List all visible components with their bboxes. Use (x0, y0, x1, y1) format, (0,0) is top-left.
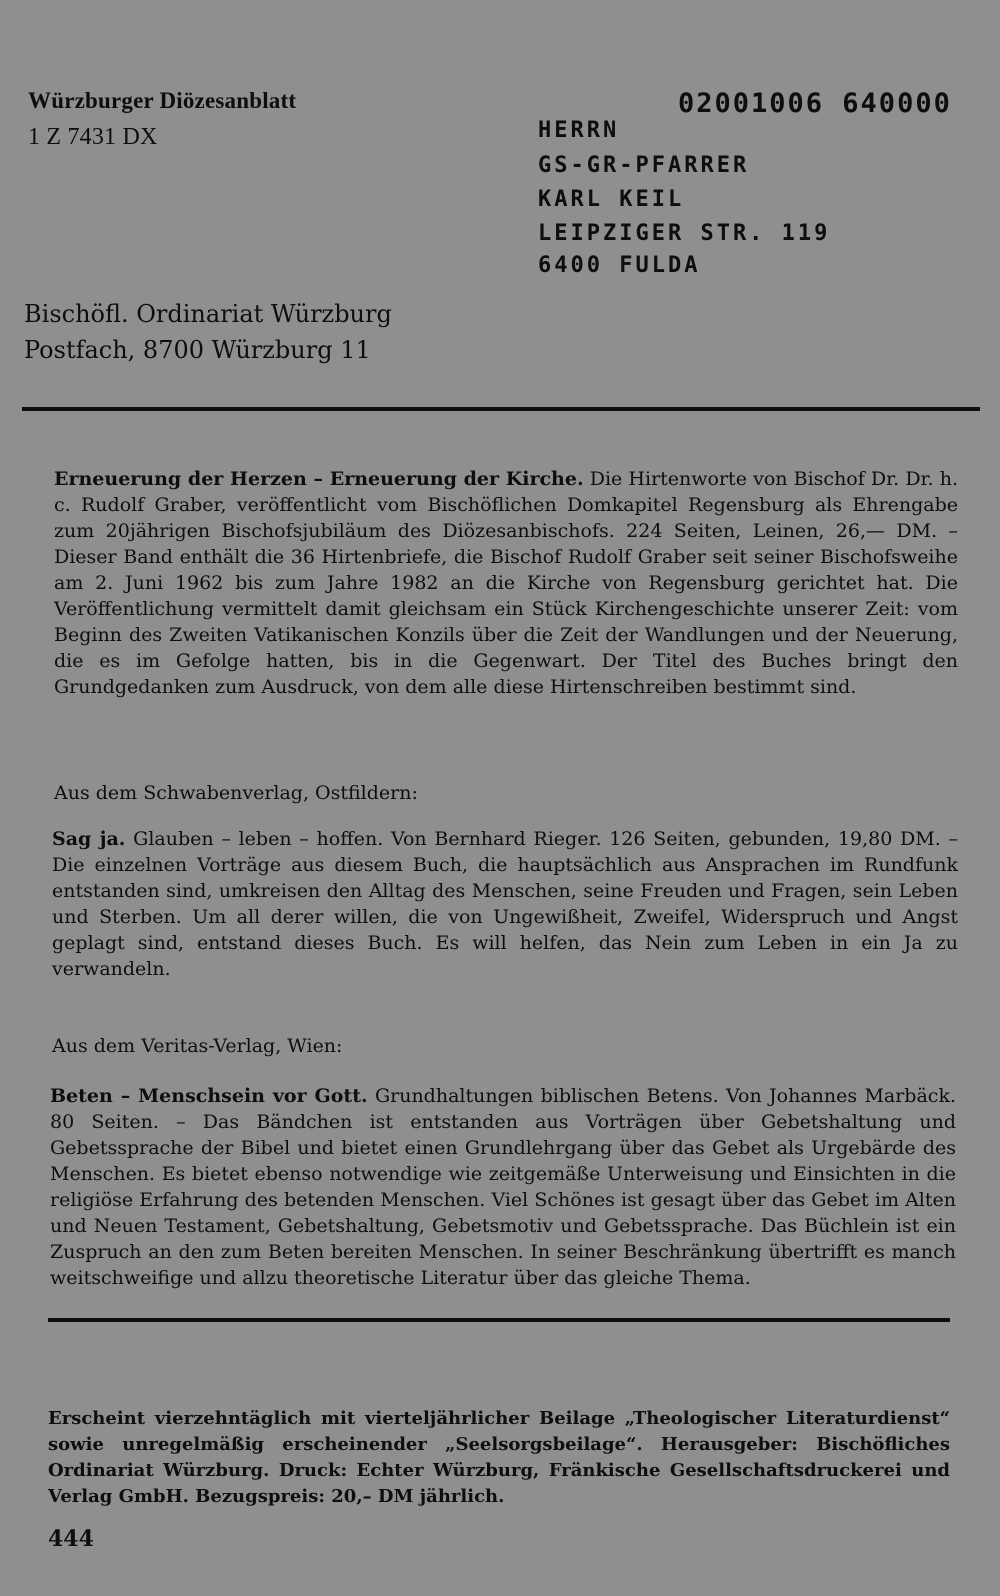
sender-line: Postfach, 8700 Würzburg 11 (24, 336, 371, 364)
label-barcode-number: 02001006 640000 (678, 88, 952, 119)
imprint-footer (48, 1406, 950, 1510)
address-line: KARL KEIL (538, 187, 685, 212)
sender-line: Bischöfl. Ordinariat Würzburg (24, 300, 392, 328)
review-title: Beten – Menschsein vor Gott. (50, 1085, 368, 1107)
address-line: 6400 FULDA (538, 253, 701, 278)
review-entry (52, 826, 958, 982)
imprint-price: Bezugspreis: 20,– DM jährlich. (195, 1486, 505, 1507)
postal-code: 1 Z 7431 DX (28, 124, 158, 150)
review-entry (54, 466, 958, 700)
address-line: GS-GR-PFARRER (538, 153, 750, 178)
review-body: Grundhaltungen biblischen Betens. Von Johannes Marbäck. 80 Seiten. – Das Bändchen ist entstanden aus Vorträgen über Gebetshaltung und Gebetssprache der Bibel und bietet einen Grundlehrgang über das Gebet als Urgebärde des Menschen. Es bietet ebenso notwendige wie zeitgemäße Unterweisung und Einsichten in die religiöse Erfahrung des betenden Menschen. Viel Schönes ist gesagt über das Gebet im Alten und Neuen Testament, Gebetshaltung, Gebetsmotiv und Gebetssprache. Das Büchlein ist ein Zuspruch an den zum Beten bereiten Menschen. In seiner Beschränkung übertrifft es manch weitschweifige und allzu theoretische Literatur über das gleiche Thema. (50, 1085, 956, 1289)
review-title: Sag ja. (52, 828, 126, 850)
publisher-heading: Aus dem Veritas-Verlag, Wien: (52, 1035, 343, 1057)
header-divider (22, 407, 980, 411)
publication-name: Würzburger Diözesanblatt (28, 88, 297, 113)
review-body: Die Hirtenworte von Bischof Dr. Dr. h. c. Rudolf Graber, veröffentlicht vom Bischöflichen Domkapitel Regensburg als Ehrengabe zum 20jährigen Bischofsjubiläum des Diözesanbischofs. 224 Seiten, Leinen, 26,— DM. – Dieser Band enthält die 36 Hirtenbriefe, die Bischof Rudolf Graber seit seiner Bischofsweihe am 2. Juni 1962 bis zum Jahre 1982 an die Kirche von Regensburg gerichtet hat. Die Veröffentlichung vermittelt damit gleichsam ein Stück Kirchengeschichte unserer Zeit: vom Beginn des Zweiten Vatikanischen Konzils über die Zeit der Wandlungen und der Neuerung, die es im Gefolge hatten, bis in die Gegenwart. Der Titel des Buches bringt den Grundgedanken zum Ausdruck, von dem alle diese Hirtenschreiben bestimmt sind. (54, 468, 959, 698)
address-line: LEIPZIGER STR. 119 (538, 221, 831, 246)
address-line: HERRN (538, 118, 620, 143)
page-number: 444 (48, 1526, 94, 1552)
imprint-text: Erscheint vierzehntäglich mit vierteljährlicher Beilage „Theologischer Literaturdienst“ sowie unregelmäßig erscheinender „Seelsorgsbeilage“. Herausgeber: Bischöfliches Ordinariat Würzburg. Druck: Echter Würzburg, Fränkische Gesellschaftsdruckerei und Verlag GmbH. (48, 1408, 950, 1507)
review-title: Erneuerung der Herzen – Erneuerung der Kirche. (54, 468, 584, 490)
review-entry (50, 1083, 956, 1291)
review-body: Glauben – leben – hoffen. Von Bernhard Rieger. 126 Seiten, gebunden, 19,80 DM. – Die einzelnen Vorträge aus diesem Buch, die hauptsächlich aus Ansprachen im Rundfunk entstanden sind, umkreisen den Alltag des Menschen, seine Freuden und Fragen, sein Leben und Sterben. Um all derer willen, die von Ungewißheit, Zweifel, Widerspruch und Angst geplagt sind, entstand dieses Buch. Es will helfen, das Nein zum Leben in ein Ja zu verwandeln. (52, 828, 959, 980)
publisher-heading: Aus dem Schwabenverlag, Ostfildern: (54, 782, 418, 804)
footer-divider (48, 1318, 950, 1322)
